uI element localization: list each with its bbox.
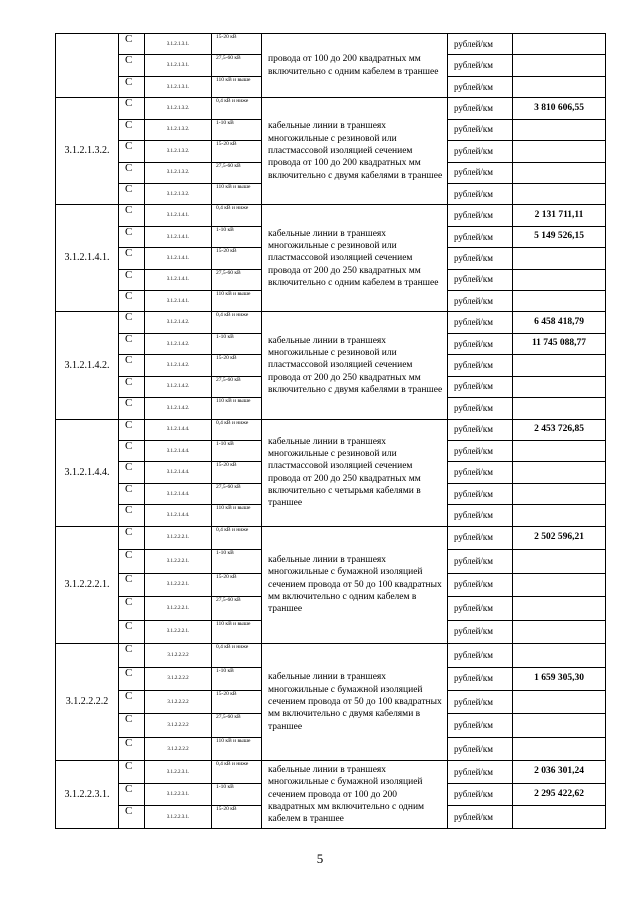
category-letter: С — [119, 141, 145, 162]
subitem-number: 3.1.2.2.2.1. — [145, 526, 212, 549]
voltage-level: 15-20 кВ — [212, 462, 262, 483]
item-code: 3.1.2.2.2.2 — [56, 644, 119, 761]
price-value — [513, 573, 606, 596]
price-value — [513, 483, 606, 504]
voltage-level: 0,4 кВ и ниже — [212, 312, 262, 333]
category-letter: С — [119, 761, 145, 783]
subitem-number: 3.1.2.2.2.2 — [145, 644, 212, 667]
price-value — [513, 376, 606, 397]
voltage-level: 15-20 кВ — [212, 34, 262, 55]
voltage-level: 1-10 кВ — [212, 783, 262, 805]
category-letter: С — [119, 162, 145, 183]
category-letter: С — [119, 714, 145, 737]
price-value — [513, 505, 606, 526]
category-letter: С — [119, 441, 145, 462]
voltage-level: 110 кВ и выше — [212, 505, 262, 526]
category-letter: С — [119, 355, 145, 376]
table-row — [56, 644, 606, 667]
item-code: 3.1.2.2.2.1. — [56, 526, 119, 643]
category-letter: С — [119, 644, 145, 667]
voltage-level: 15-20 кВ — [212, 141, 262, 162]
subitem-number: 3.1.2.1.4.4. — [145, 441, 212, 462]
price-value — [513, 620, 606, 643]
price-value: 3 810 606,55 — [513, 98, 606, 119]
category-letter: С — [119, 226, 145, 247]
unit-of-measure: рублей/км — [448, 55, 513, 76]
subitem-number: 3.1.2.2.2.1. — [145, 573, 212, 596]
price-value — [513, 248, 606, 269]
price-value — [513, 806, 606, 829]
subitem-number: 3.1.2.1.4.4. — [145, 483, 212, 504]
unit-of-measure: рублей/км — [448, 419, 513, 440]
voltage-level: 1-10 кВ — [212, 550, 262, 573]
item-code: 3.1.2.1.4.4. — [56, 419, 119, 526]
category-letter: С — [119, 419, 145, 440]
price-value: 2 295 422,62 — [513, 783, 606, 805]
subitem-number: 3.1.2.2.2.1. — [145, 550, 212, 573]
subitem-number: 3.1.2.2.2.2 — [145, 737, 212, 760]
price-value: 6 458 418,79 — [513, 312, 606, 333]
price-value — [513, 141, 606, 162]
price-value: 5 149 526,15 — [513, 226, 606, 247]
subitem-number: 3.1.2.2.2.1. — [145, 597, 212, 620]
voltage-level: 110 кВ и выше — [212, 76, 262, 97]
price-value — [513, 355, 606, 376]
unit-of-measure: рублей/км — [448, 269, 513, 290]
voltage-level: 0,4 кВ и ниже — [212, 98, 262, 119]
unit-of-measure: рублей/км — [448, 644, 513, 667]
unit-of-measure: рублей/км — [448, 119, 513, 140]
item-code: 3.1.2.2.3.1. — [56, 761, 119, 829]
price-value: 1 659 305,30 — [513, 667, 606, 690]
page-number: 5 — [316, 851, 324, 866]
unit-of-measure: рублей/км — [448, 667, 513, 690]
unit-of-measure: рублей/км — [448, 783, 513, 805]
subitem-number: 3.1.2.1.3.1. — [145, 55, 212, 76]
category-letter: С — [119, 505, 145, 526]
voltage-level: 1-10 кВ — [212, 333, 262, 354]
unit-of-measure: рублей/км — [448, 141, 513, 162]
tariff-table-page — [55, 33, 605, 829]
subitem-number: 3.1.2.1.4.1. — [145, 205, 212, 226]
voltage-level: 1-10 кВ — [212, 119, 262, 140]
subitem-number: 3.1.2.1.4.1. — [145, 269, 212, 290]
price-value — [513, 737, 606, 760]
item-code: 3.1.2.1.4.1. — [56, 205, 119, 312]
unit-of-measure: рублей/км — [448, 483, 513, 504]
subitem-number: 3.1.2.1.4.4. — [145, 462, 212, 483]
unit-of-measure: рублей/км — [448, 291, 513, 312]
item-code: 3.1.2.1.4.2. — [56, 312, 119, 419]
unit-of-measure: рублей/км — [448, 505, 513, 526]
subitem-number: 3.1.2.2.2.2 — [145, 667, 212, 690]
subitem-number: 3.1.2.1.4.1. — [145, 248, 212, 269]
voltage-level: 15-20 кВ — [212, 573, 262, 596]
table-row — [56, 419, 606, 440]
subitem-number: 3.1.2.1.4.4. — [145, 505, 212, 526]
subitem-number: 3.1.2.1.4.2. — [145, 333, 212, 354]
price-value — [513, 162, 606, 183]
cable-description: провода от 100 до 200 квадратных мм включительно с одним кабелем в траншее — [262, 34, 448, 98]
category-letter: С — [119, 34, 145, 55]
category-letter: С — [119, 483, 145, 504]
category-letter: С — [119, 76, 145, 97]
category-letter: С — [119, 183, 145, 204]
cable-description: кабельные линии в траншеях многожильные с резиновой или пластмассовой изоляцией сечением провода от 200 до 250 квадратных мм включительно с одним кабелем в траншее — [262, 205, 448, 312]
subitem-number: 3.1.2.1.3.2. — [145, 162, 212, 183]
voltage-level: 27,5-60 кВ — [212, 162, 262, 183]
category-letter: С — [119, 333, 145, 354]
voltage-level: 15-20 кВ — [212, 690, 262, 713]
price-value — [513, 76, 606, 97]
price-value — [513, 291, 606, 312]
subitem-number: 3.1.2.1.4.1. — [145, 291, 212, 312]
subitem-number: 3.1.2.1.3.2. — [145, 183, 212, 204]
price-value — [513, 119, 606, 140]
subitem-number: 3.1.2.2.2.2 — [145, 690, 212, 713]
category-letter: С — [119, 312, 145, 333]
voltage-level: 15-20 кВ — [212, 806, 262, 829]
category-letter: С — [119, 55, 145, 76]
voltage-level: 27,5-60 кВ — [212, 597, 262, 620]
category-letter: С — [119, 737, 145, 760]
voltage-level: 27,5-60 кВ — [212, 714, 262, 737]
category-letter: С — [119, 667, 145, 690]
price-value: 11 745 088,77 — [513, 333, 606, 354]
subitem-number: 3.1.2.1.3.2. — [145, 98, 212, 119]
category-letter: С — [119, 597, 145, 620]
price-value — [513, 183, 606, 204]
item-code: 3.1.2.1.3.2. — [56, 98, 119, 205]
table-row — [56, 98, 606, 119]
price-value: 2 131 711,11 — [513, 205, 606, 226]
unit-of-measure: рублей/км — [448, 806, 513, 829]
subitem-number: 3.1.2.1.4.2. — [145, 312, 212, 333]
cable-description: кабельные линии в траншеях многожильные с бумажной изоляцией сечением провода от 50 до 100 квадратных мм включительно с двумя кабелями в траншее — [262, 644, 448, 761]
category-letter: С — [119, 783, 145, 805]
price-value — [513, 398, 606, 419]
category-letter: С — [119, 398, 145, 419]
unit-of-measure: рублей/км — [448, 376, 513, 397]
price-value — [513, 597, 606, 620]
category-letter: С — [119, 119, 145, 140]
unit-of-measure: рублей/км — [448, 573, 513, 596]
subitem-number: 3.1.2.1.4.2. — [145, 398, 212, 419]
unit-of-measure: рублей/км — [448, 761, 513, 783]
table-row — [56, 761, 606, 783]
voltage-level: 1-10 кВ — [212, 226, 262, 247]
price-value — [513, 644, 606, 667]
price-value: 2 502 596,21 — [513, 526, 606, 549]
voltage-level: 1-10 кВ — [212, 667, 262, 690]
unit-of-measure: рублей/км — [448, 526, 513, 549]
price-value — [513, 550, 606, 573]
unit-of-measure: рублей/км — [448, 34, 513, 55]
category-letter: С — [119, 620, 145, 643]
price-value: 2 453 726,85 — [513, 419, 606, 440]
price-value — [513, 462, 606, 483]
unit-of-measure: рублей/км — [448, 398, 513, 419]
unit-of-measure: рублей/км — [448, 620, 513, 643]
unit-of-measure: рублей/км — [448, 690, 513, 713]
unit-of-measure: рублей/км — [448, 205, 513, 226]
subitem-number: 3.1.2.1.4.4. — [145, 419, 212, 440]
table-row — [56, 312, 606, 333]
voltage-level: 0,4 кВ и ниже — [212, 205, 262, 226]
voltage-level: 27,5-60 кВ — [212, 376, 262, 397]
price-value — [513, 269, 606, 290]
subitem-number: 3.1.2.1.3.2. — [145, 141, 212, 162]
subitem-number: 3.1.2.1.3.2. — [145, 119, 212, 140]
price-value — [513, 55, 606, 76]
cable-description: кабельные линии в траншеях многожильные с бумажной изоляцией сечением провода от 50 до 100 квадратных мм включительно с одним кабелем в траншее — [262, 526, 448, 643]
unit-of-measure: рублей/км — [448, 714, 513, 737]
category-letter: С — [119, 573, 145, 596]
category-letter: С — [119, 462, 145, 483]
unit-of-measure: рублей/км — [448, 462, 513, 483]
subitem-number: 3.1.2.1.4.1. — [145, 226, 212, 247]
subitem-number: 3.1.2.1.4.2. — [145, 376, 212, 397]
tariff-table — [55, 33, 606, 829]
item-code — [56, 34, 119, 98]
unit-of-measure: рублей/км — [448, 312, 513, 333]
cable-description: кабельные линии в траншеях многожильные с резиновой или пластмассовой изоляцией сечением провода от 200 до 250 квадратных мм включительно с четырьмя кабелями в траншее — [262, 419, 448, 526]
unit-of-measure: рублей/км — [448, 333, 513, 354]
voltage-level: 27,5-60 кВ — [212, 269, 262, 290]
price-value: 2 036 301,24 — [513, 761, 606, 783]
category-letter: С — [119, 690, 145, 713]
voltage-level: 27,5-60 кВ — [212, 55, 262, 76]
unit-of-measure: рублей/км — [448, 98, 513, 119]
unit-of-measure: рублей/км — [448, 248, 513, 269]
voltage-level: 110 кВ и выше — [212, 398, 262, 419]
subitem-number: 3.1.2.1.3.1. — [145, 34, 212, 55]
subitem-number: 3.1.2.1.3.1. — [145, 76, 212, 97]
category-letter: С — [119, 269, 145, 290]
category-letter: С — [119, 550, 145, 573]
cable-description: кабельные линии в траншеях многожильные с резиновой или пластмассовой изоляцией сечением провода от 200 до 250 квадратных мм включительно с двумя кабелями в траншее — [262, 312, 448, 419]
category-letter: С — [119, 98, 145, 119]
cable-description: кабельные линии в траншеях многожильные с резиновой или пластмассовой изоляцией сечением провода от 100 до 200 квадратных мм включительно с двумя кабелями в траншее — [262, 98, 448, 205]
voltage-level: 0,4 кВ и ниже — [212, 419, 262, 440]
subitem-number: 3.1.2.2.3.1. — [145, 806, 212, 829]
unit-of-measure: рублей/км — [448, 226, 513, 247]
subitem-number: 3.1.2.2.3.1. — [145, 761, 212, 783]
unit-of-measure: рублей/км — [448, 737, 513, 760]
category-letter: С — [119, 376, 145, 397]
price-value — [513, 690, 606, 713]
voltage-level: 110 кВ и выше — [212, 620, 262, 643]
cable-description: кабельные линии в траншеях многожильные с бумажной изоляцией сечением провода от 100 до 200 квадратных мм включительно с одним кабелем в траншее — [262, 761, 448, 829]
table-row — [56, 205, 606, 226]
voltage-level: 110 кВ и выше — [212, 737, 262, 760]
price-value — [513, 34, 606, 55]
subitem-number: 3.1.2.2.3.1. — [145, 783, 212, 805]
unit-of-measure: рублей/км — [448, 355, 513, 376]
subitem-number: 3.1.2.1.4.2. — [145, 355, 212, 376]
voltage-level: 1-10 кВ — [212, 441, 262, 462]
unit-of-measure: рублей/км — [448, 76, 513, 97]
voltage-level: 0,4 кВ и ниже — [212, 761, 262, 783]
voltage-level: 15-20 кВ — [212, 355, 262, 376]
category-letter: С — [119, 291, 145, 312]
unit-of-measure: рублей/км — [448, 441, 513, 462]
voltage-level: 0,4 кВ и ниже — [212, 526, 262, 549]
category-letter: С — [119, 205, 145, 226]
unit-of-measure: рублей/км — [448, 183, 513, 204]
price-value — [513, 441, 606, 462]
unit-of-measure: рублей/км — [448, 162, 513, 183]
table-row — [56, 34, 606, 55]
price-value — [513, 714, 606, 737]
category-letter: С — [119, 526, 145, 549]
unit-of-measure: рублей/км — [448, 597, 513, 620]
category-letter: С — [119, 806, 145, 829]
voltage-level: 110 кВ и выше — [212, 183, 262, 204]
subitem-number: 3.1.2.2.2.1. — [145, 620, 212, 643]
unit-of-measure: рублей/км — [448, 550, 513, 573]
category-letter: С — [119, 248, 145, 269]
voltage-level: 110 кВ и выше — [212, 291, 262, 312]
table-row — [56, 526, 606, 549]
voltage-level: 27,5-60 кВ — [212, 483, 262, 504]
voltage-level: 15-20 кВ — [212, 248, 262, 269]
voltage-level: 0,4 кВ и ниже — [212, 644, 262, 667]
subitem-number: 3.1.2.2.2.2 — [145, 714, 212, 737]
